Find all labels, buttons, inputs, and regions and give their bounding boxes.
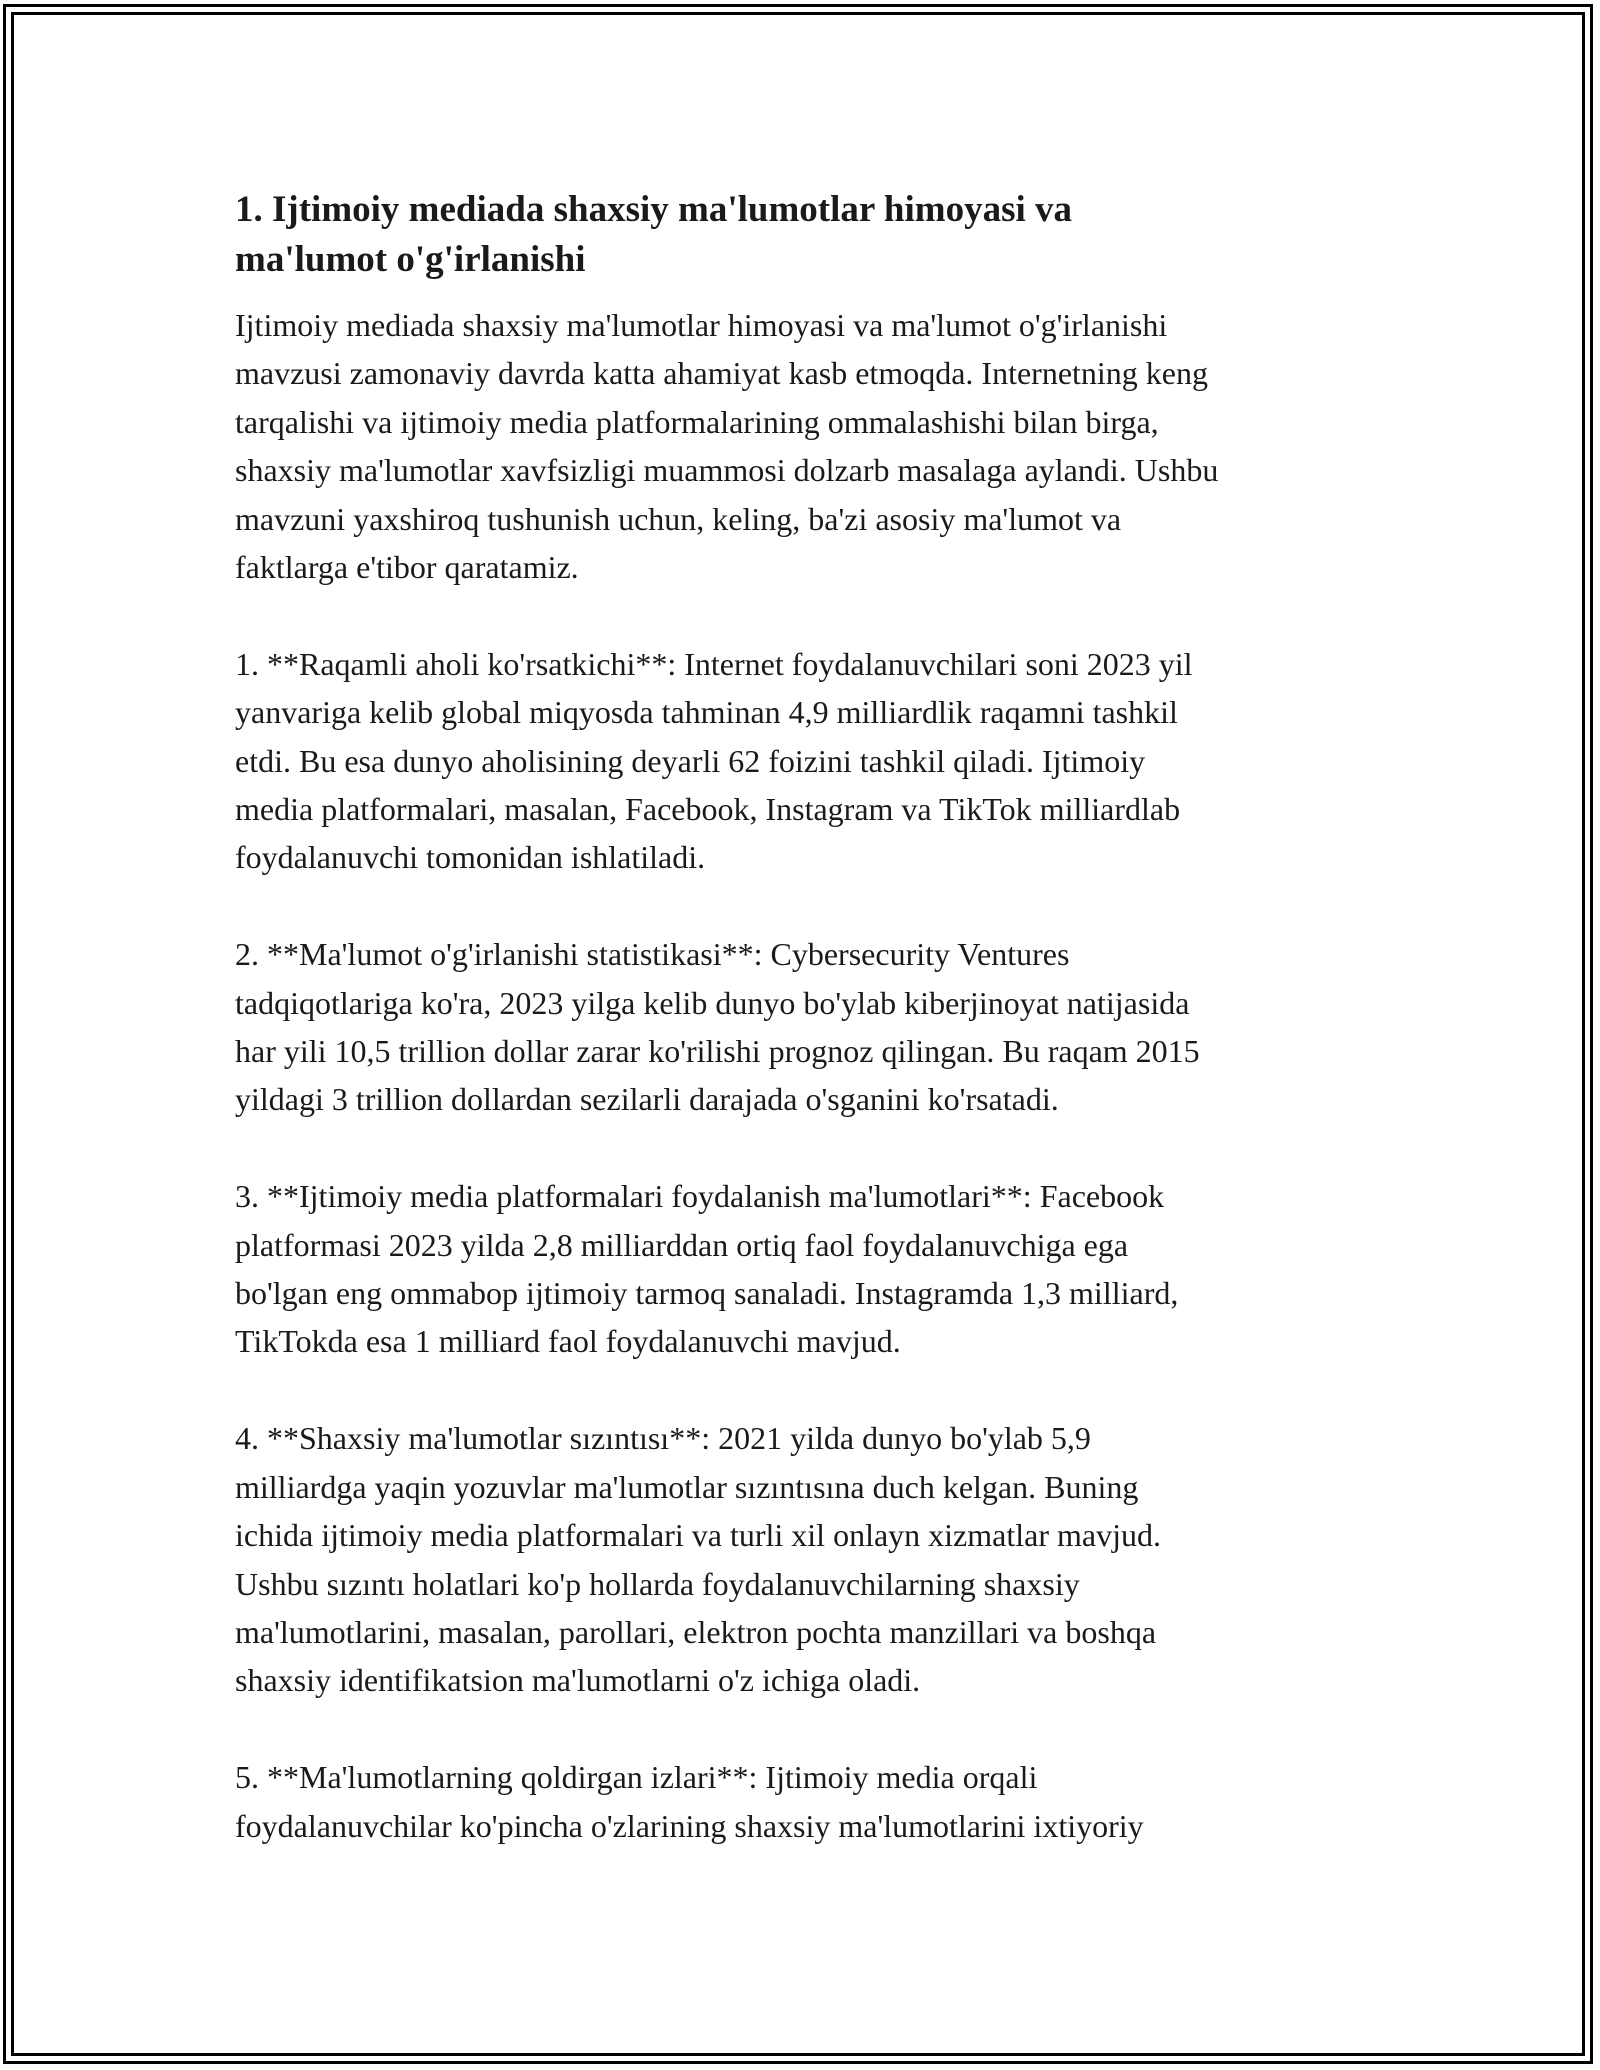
list-item-4: 4. **Shaxsiy ma'lumotlar sızıntısı**: 2021 yilda dunyo bo'ylab 5,9 milliardga yaqin yozuvlar ma'lumotlar sızıntısına duch kelgan. Buning ichida ijtimoiy media platformalari va turli xil onlayn xizmatlar mavjud. Ushbu sızıntı holatlari ko'p hollarda foydalanuvchilarning shaxsiy ma'lumotlarini, masalan, parollari, elektron pochta manzillari va boshqa shaxsiy identifikatsion ma'lumotlarni o'z ichiga oladi. [235,1420,1161,1699]
list-item-3: 3. **Ijtimoiy media platformalari foydalanish ma'lumotlari**: Facebook platformasi 2023 yilda 2,8 milliarddan ortiq faol foydalanuvchiga ega bo'lgan eng ommabop ijtimoiy tarmoq sanaladi. Instagramda 1,3 milliard, TikTokda esa 1 milliard faol foydalanuvchi mavjud. [235,1178,1179,1360]
document-body [235,185,1375,1898]
list-item-1: 1. **Raqamli aholi ko'rsatkichi**: Internet foydalanuvchilari soni 2023 yil yanvariga kelib global miqyosda tahminan 4,9 milliardlik raqamni tashkil etdi. Bu esa dunyo aholisining deyarli 62 foizini tashkil qiladi. Ijtimoiy media platformalari, masalan, Facebook, Instagram va TikTok milliardlab foydalanuvchi tomonidan ishlatiladi. [235,645,1193,876]
list-item-5: 5. **Ma'lumotlarning qoldirgan izlari**: Ijtimoiy media orqali foydalanuvchilar ko'pincha o'zlarining shaxsiy ma'lumotlarini ixtiyoriy [235,1759,1144,1844]
intro-paragraph: Ijtimoiy mediada shaxsiy ma'lumotlar himoyasi va ma'lumot o'g'irlanishi mavzusi zamonaviy davrda katta ahamiyat kasb etmoqda. Internetning keng tarqalishi va ijtimoiy media platformalarining ommalashishi bilan birga, shaxsiy ma'lumotlar xavfsizligi muammosi dolzarb masalaga aylandi. Ushbu mavzuni yaxshiroq tushunish uchun, keling, ba'zi asosiy ma'lumot va faktlarga e'tibor qaratamiz. [235,307,1219,586]
list-item-2: 2. **Ma'lumot o'g'irlanishi statistikasi**: Cybersecurity Ventures tadqiqotlariga ko'ra, 2023 yilga kelib dunyo bo'ylab kiberjinoyat natijasida har yili 10,5 trillion dollar zarar ko'rilishi prognoz qilingan. Bu raqam 2015 yildagi 3 trillion dollardan sezilarli darajada o'sganini ko'rsatadi. [235,936,1200,1118]
section-title: 1. Ijtimoiy mediada shaxsiy ma'lumotlar himoyasi va ma'lumot o'g'irlanishi [235,189,1072,280]
